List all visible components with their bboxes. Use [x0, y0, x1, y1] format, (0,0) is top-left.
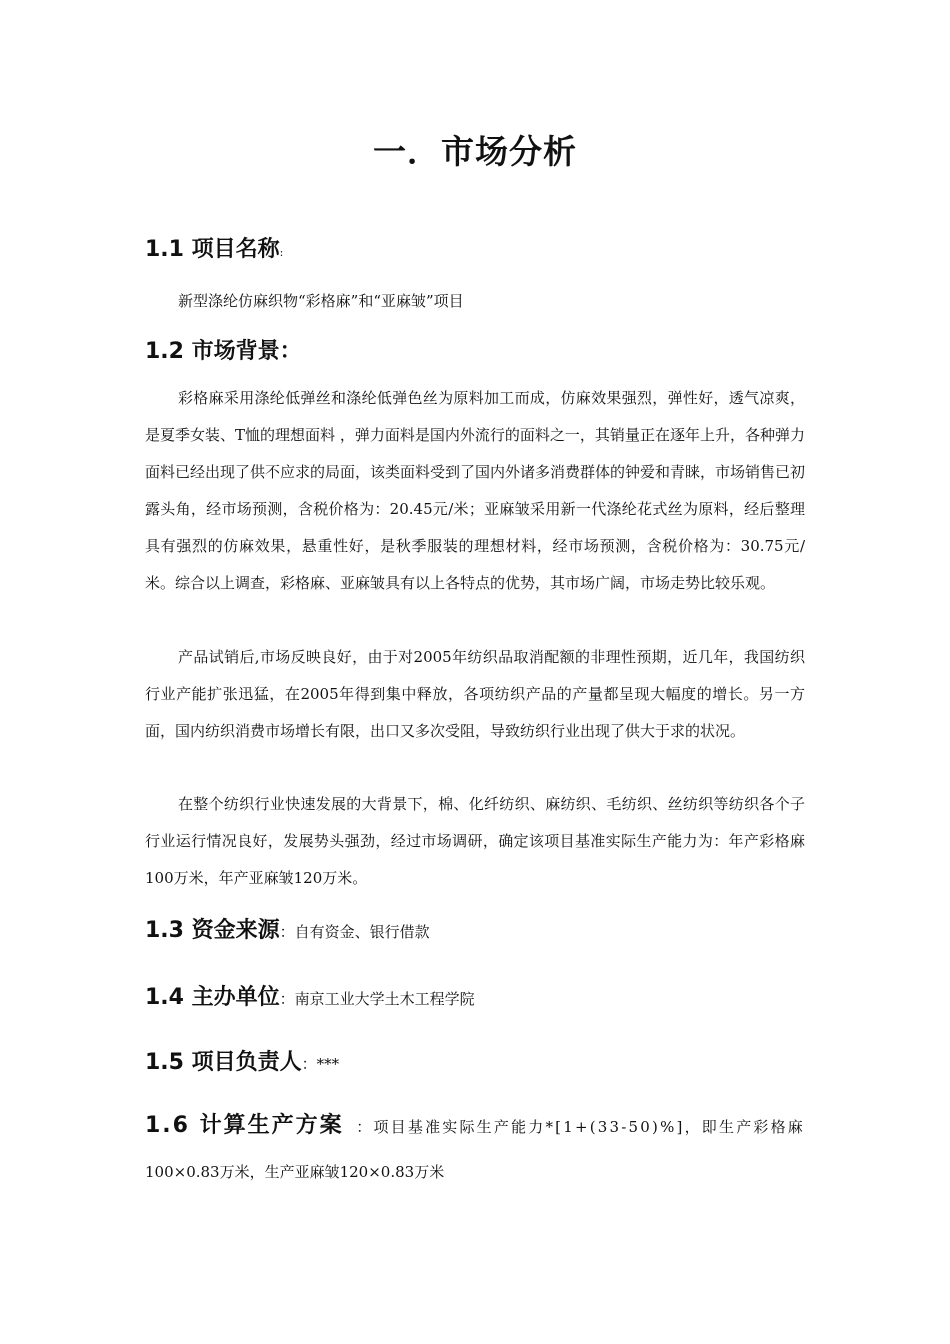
section-heading-organizer	[145, 980, 475, 1011]
section-heading-text: 1.4 主办单位	[145, 985, 280, 1010]
market-background-paragraph-1: 彩格麻采用涤纶低弹丝和涤纶低弹色丝为原料加工而成，仿麻效果强烈，弹性好，透气凉爽，是夏季女装、T恤的理想面料 ，弹力面料是国内外流行的面料之一，其销量正在逐年上升，各种弹力面料已经出现了供不应求的局面，该类面料受到了国内外诸多消费群体的钟爱和青睐，市场销售已初露头角，经市场预测，含税价格为：20.45元/米；亚麻皱采用新一代涤纶花式丝为原料，经后整理具有强烈的仿麻效果，悬重性好，是秋季服装的理想材料，经市场预测，含税价格为：30.75元/米。综合以上调查，彩格麻、亚麻皱具有以上各特点的优势，其市场广阔，市场走势比较乐观。	[145, 389, 806, 592]
production-plan-line-1	[145, 1108, 805, 1139]
production-plan-text-1: ：项目基准实际生产能力*[1+(33-50)%]，即生产彩格麻	[356, 1118, 805, 1136]
funding-source-text: ：自有资金、银行借款	[279, 923, 430, 941]
section-heading-text: 1.1 项目名称	[145, 237, 280, 262]
heading-colon: :	[279, 246, 284, 259]
section-heading-project-leader	[145, 1045, 339, 1076]
page-title: 一．市场分析	[373, 132, 577, 171]
section-heading-funding-source	[145, 913, 430, 944]
project-name-text: 新型涤纶仿麻织物“彩格麻”和“亚麻皱”项目	[178, 292, 464, 310]
market-background-paragraph-3: 在整个纺织行业快速发展的大背景下，棉、化纤纺织、麻纺织、毛纺织、丝纺织等纺织各个子行业运行情况良好，发展势头强劲，经过市场调研，确定该项目基准实际生产能力为：年产彩格麻100万米，年产亚麻皱120万米。	[145, 795, 805, 887]
project-leader-text: ：***	[301, 1055, 340, 1073]
market-background-paragraph-2: 产品试销后,市场反映良好，由于对2005年纺织品取消配额的非理性预期，近几年，我国纺织行业产能扩张迅猛，在2005年得到集中释放，各项纺织产品的产量都呈现大幅度的增长。另一方面，国内纺织消费市场增长有限，出口又多次受阻，导致纺织行业出现了供大于求的状况。	[145, 648, 805, 740]
section-heading-market-background: 1.2 市场背景：	[145, 339, 302, 364]
section-heading-text: 1.5 项目负责人	[145, 1050, 302, 1075]
section-production-plan	[145, 1108, 805, 1182]
organizer-text: ：南京工业大学土木工程学院	[279, 990, 475, 1008]
section-heading-project-name	[145, 232, 283, 263]
production-plan-text-2: 100×0.83万米，生产亚麻皱120×0.83万米	[145, 1163, 445, 1181]
section-heading-text: 1.3 资金来源	[145, 918, 280, 943]
section-heading-production-plan: 1.6 计算生产方案	[145, 1113, 344, 1138]
